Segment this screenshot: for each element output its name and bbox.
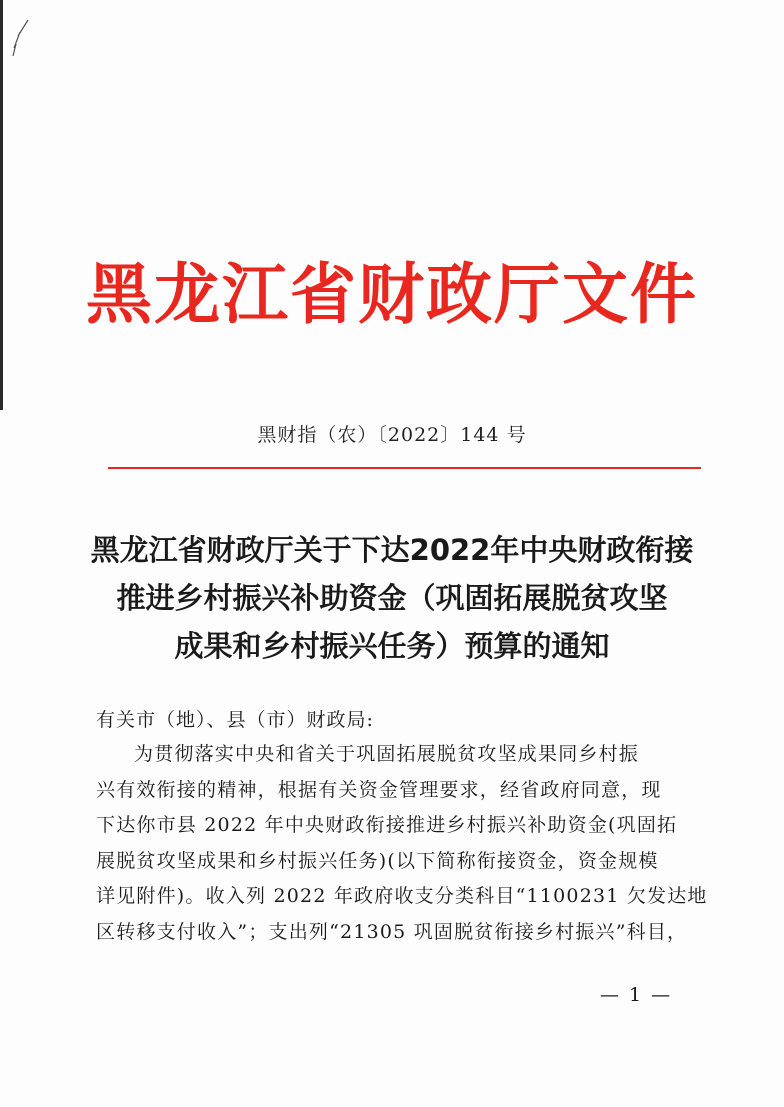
notice-title-line: 推进乡村振兴补助资金（巩固拓展脱贫攻坚 [116,581,668,615]
notice-title-line: 成果和乡村振兴任务）预算的通知 [174,629,610,663]
document-number: 黑财指（农）〔2022〕144 号 [257,424,527,446]
body-line: 区转移支付收入”；支出列“21305 巩固脱贫衔接乡村振兴”科目， [96,920,688,943]
body-line: 详见附件)。收入列 2022 年政府收支分类科目“1100231 欠发达地 [96,885,708,907]
body-line: 展脱贫攻坚成果和乡村振兴任务)(以下简称衔接资金，资金规模 [96,849,659,872]
scan-edge-shadow [0,0,3,410]
body-line: 兴有效衔接的精神，根据有关资金管理要求，经省政府同意，现 [96,778,662,801]
body-line: 下达你市县 2022 年中央财政衔接推进乡村振兴补助资金(巩固拓 [96,814,678,836]
salutation: 有关市（地）、县（市）财政局: [96,709,374,731]
body-line: 为贯彻落实中央和省关于巩固拓展脱贫攻坚成果同乡村振 [134,743,640,765]
body-paragraph [96,737,708,950]
document-header-title: 黑龙江省财政厅文件 [86,256,698,333]
scan-mark-icon [10,18,32,58]
page-number: — 1 — [600,984,673,1006]
notice-title-line: 黑龙江省财政厅关于下达2022年中央财政衔接 [90,533,694,567]
notice-title [0,526,784,670]
red-divider-line [108,467,701,469]
